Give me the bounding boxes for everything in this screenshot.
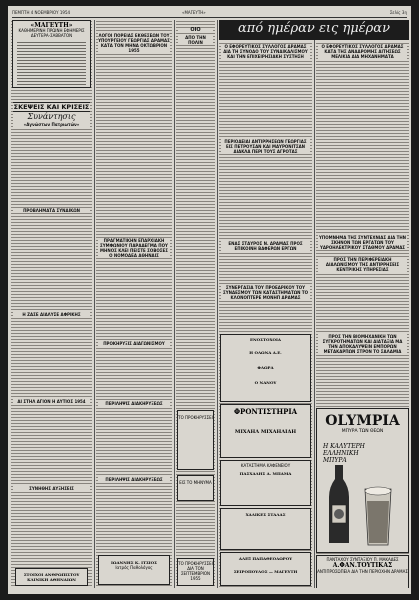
column-5: [316, 42, 409, 588]
announcement-box: ΕΝΟΣΤΟΧΟΙΑ Η ΟΛΩΝΑ Α.Ε. ΦΛΩΡΑ Ο ΝΑΝΟΥ: [220, 334, 311, 402]
column-rule: [217, 20, 218, 588]
article-headline: ΠΡΟΣ ΤΗΝ ΒΙΟΜΗΧΑΝΙΚΗ ΤΩΝ ΣΥΓΚΡΟΤΗΜΑΤΩΝ ΚΑΙ ΔΙΑΤΑΞΙΑ ΜΑ ΤΗΝ ΑΠΟΚΑΛΥΨΕΙΝ ΕΜΠΟΡΩΝ ΜΕΤΑΚΑΡΠΩΝ ΣΤΡΟΝ ΤΟ ΣΑΛΑΜΙΑ: [318, 334, 407, 354]
article-headline: ΣΥΝΗΘΗΣ ΑΥΞΗΣΕΙΣ: [13, 486, 90, 491]
brand-tagline: ΜΠΥΡΑ ΤΩΝ ΘΕΩΝ: [341, 429, 384, 434]
article-headline: ΕΝΑΣ ΣΤΑΥΡΟΣ Ν. ΔΡΑΜΑΣ ΠΡΟΣ ΕΠΙΚΟΙΝΗ ΒΑΦΕΡΩΝ ΕΡΓΩΝ: [221, 241, 310, 251]
column-rule: [174, 20, 175, 588]
column-subhead: ΑΠΟ ΤΗΝ ΠΟΛΙΝ: [178, 35, 213, 45]
section-heading: ΣΚΕΨΕΙΣ ΚΑΙ ΚΡΙΣΕΙΣ: [13, 103, 90, 111]
article-headline: ΠΡΟΚΗΡΥΞΙΣ ΔΙΑΓΩΝΙΣΜΟΥ: [98, 341, 170, 346]
header-date: ΠΕΜΠΤΗ 4 ΝΟΕΜΒΡΙΟΥ 1954: [12, 10, 71, 15]
column-rule: [94, 20, 95, 588]
masthead-line: ΚΑΘΗΜΕΡΙΝΗ ΠΡΩΙΝΗ ΕΦΗΜΕΡΙΣ: [18, 28, 85, 33]
beer-bottle-and-glass-image: [323, 461, 403, 549]
article-headline: ΛΟΓΟΙ ΠΟΡΕΙΑΣ ΕΚΘΕΣΕΩΝ ΤΟΥ ΥΠΟΥΡΓΕΙΟΥ ΓΕΩΡΓΙΑΣ ΔΡΑΜΑΣ ΚΑΤΑ ΤΟΝ ΜΗΝΑ ΟΚΤΩΒΡΙΟΝ 1955: [98, 33, 170, 53]
masthead-box: [12, 20, 91, 88]
header-paper-name: «ΜΑΓΕΥΤΗ»: [182, 10, 206, 15]
section-byline: «Αγνώστων Πατριωτών»: [13, 122, 90, 127]
notice-box: ΣΤΟΙΧΟΙ ΑΝΘΡΩΠΙΣΤΟΥ ΚΛΙΝΙΚΗ ΑΘΗΝΑΙΩΝ: [15, 568, 88, 586]
article-headline: ΠΕΡΙΟΔΕΙΑΙ ΑΝΤΙΡΡΗΣΕΩΝ ΓΕΩΡΓΙΑΣ ΕΙΣ ΠΕΤΡΟΥΣΑΝ ΚΑΙ ΜΑΥΡΟΝΙΤΣΑΝ ΔΙΑΚΛΑ ΠΕΡΙ ΤΟΥΣ ΑΓΡΟΤΑΣ: [221, 139, 310, 154]
slogan: Η ΚΑΛΥΤΕΡΗ ΕΛΛΗΝΙΚΗ ΜΠΥΡΑ: [323, 443, 365, 464]
article-headline: ΠΕΡΙΛΗΨΙΣ ΔΙΑΚΗΡΥΞΕΩΣ: [98, 477, 170, 482]
column-2: [96, 20, 172, 588]
tutoring-ad-box: ΦΡΟΝΤΙΣΤΗΡΙΑ ΜΙΧΑΗΛ ΜΙΧΑΗΛΙΔΗ: [220, 404, 311, 458]
ad-box: ΑΛΕΞ ΠΑΠΑΘΕΟΔΩΡΟΥ ΣΕΙΡΟΠΟΥΛΟΣ — ΜΑΓΕΥΤΗ: [220, 552, 311, 586]
newspaper-page: [8, 6, 411, 594]
article-headline: ΠΕΡΙΛΗΨΙΣ ΔΙΑΚΗΡΥΞΕΩΣ: [98, 401, 170, 406]
article-headline: ΣΥΝΕΡΓΑΣΙΑ ΤΟΥ ΠΡΟΕΔΡΙΚΟΥ ΤΟΥ ΣΥΝΔΕΣΜΟΥ ΤΩΝ ΚΑΤΑΣΤΗΜΑΤΩΝ ΤΟ ΚΛΟΝΟΠΤΕΡΕ ΜΟΝΗΠ ΔΡΑΜΑΣ: [221, 285, 310, 300]
article-headline: Η ΖΑΣΕ ΔΙΑΛΥΣΕ ΑΦΡΙΚΗΣ: [13, 312, 90, 317]
section-banner: [219, 20, 409, 40]
column-1: [11, 20, 92, 588]
ad-box: ΧΑΛΙΚΕΣ ΣΤΑΛΑΣ: [220, 508, 311, 550]
dealer-box: ΠΑΝΤΑΧΟΥ ΣΥΝΤΑΞΙΟΥ Π. ΜΑΚΑΔΕΣ Α.ΦΑΝ.ΤΟΥΤΙΚΑΣ ΑΝΤΙΠΡΟΣΩΠΕΙΑ ΔΙΑ ΤΗΝ ΠΕΡΙΟΧΗΝ ΔΡΑΜΑΣ: [316, 555, 409, 588]
cafe-ad-box: ΚΑΤΑΣΤΗΜΑ ΚΑΦΕΝΕΙΟΥ ΠΑΣΧΑΛΗΣ Α. ΜΠΑΜΑ: [220, 460, 311, 506]
section-banner-title: από ημέραν εις ημέραν: [238, 21, 390, 36]
article-headline: ΑΙ ΣΤΗΛ ΑΓΙΟΝ Η ΑΥΤΙΟΣ 1954: [13, 399, 90, 404]
article-headline: Ο ΕΦΟΡΕΥΤΙΚΟΣ ΣΥΛΛΟΓΟΣ ΔΡΑΜΑΣ ΚΑΤΑ ΤΗΣ ΑΝΑΔΡΟΜΗΣ ΑΙΤΗΣΕΩΣ ΜΕΛΙΚΙΑ ΔΙΑ ΜΗΧΑΝΗΜΑΤΑ: [318, 44, 407, 59]
column-4: [219, 42, 312, 588]
brand-name: OLYMPIA: [325, 413, 400, 429]
column-3: [176, 20, 215, 588]
article-headline: Ο ΕΦΟΡΕΥΤΙΚΟΣ ΣΥΛΛΟΓΟΣ ΔΡΑΜΑΣ ΔΙΑ ΤΗ ΣΥΝΟΔΟ ΤΟΥ ΣΥΝΔΙΚΑΛΙΣΜΟΥ ΚΑΙ ΤΗΝ ΕΠΙΧΕΙΡΗΣΙΑΚΗ ΣΥΣΤΗΣΗ: [221, 44, 310, 59]
small-notice-box: ΕΙΣ ΤΟ ΜΗΝΥΜΑ: [177, 475, 214, 501]
column-head: ΟΙΟ: [178, 28, 213, 33]
masthead-title: «ΜΑΓΕΥΤΗ»: [30, 22, 73, 29]
masthead-line: ΔΕΥΤΕΡΑ-ΣΑΒΒΑΤΟΝ: [30, 33, 73, 38]
section-subheading: Συνάντησις: [13, 112, 90, 122]
small-notice-box: ΤΟ ΠΡΟΚΗΡΥΣΣΕΙ ΔΙΑ ΤΟΝ ΣΕΠΤΕΜΒΡΙΟΝ 1955: [177, 558, 214, 586]
beer-advertisement: [316, 408, 409, 553]
article-headline: ΠΡΟΒΛΗΜΑΤΑ ΣΥΝΔΙΚΩΝ: [13, 208, 90, 213]
article-headline: ΠΡΑΓΜΑΤΙΚΗΝ ΕΠΑΡΧΙΑΚΗ ΣΥΜΦΩΝΙΟΥ ΠΑΡΑΔΕΓΜΑ ΠΟΥ ΜΗΝΟΣ ΚΛΕΙ ΠΕΙΣΤΕ ΣΟΒΟΣΕΣ Ο ΝΟΜΟΔΕΑ ΑΘΗΝΑΙΣ: [98, 238, 170, 258]
header-page-number: Σελίς 3η: [389, 10, 407, 15]
page-header: [12, 8, 407, 18]
article-headline: ΠΡΟΣ ΤΗΝ ΠΕΡΙΦΕΡΕΙΑΚΗ ΔΙΑΛΩΝΙΣΜΟΥ ΤΗΣ ΑΝΤΙΡΡΗΣΕΙΣ ΚΕΝΤΡΙΚΗΣ ΥΠΗΡΕΣΙΑΣ: [318, 257, 407, 272]
small-notice-box: ΤΟ ΠΡΟΚΗΡΥΣΣΕΙ: [177, 410, 214, 470]
doctor-ad-box: ΙΩΑΝΝΗΣ Κ. ΙΤΣΙΟΣ Ιατρός Παθολόγος: [98, 555, 170, 585]
column-rule: [314, 20, 315, 588]
article-headline: ΥΠΟΜΝΗΜΑ ΤΗΣ ΣΥΝΤΕΧΝΙΑΣ ΔΙΑ ΤΗΝ ΣΚΗΝΟΝ ΤΩΝ ΕΡΓΑΤΩΝ ΤΟΥ ΥΔΡΟΗΛΕΚΤΡΙΚΟΥ ΣΤΑΘΜΟΥ ΔΡΑΜΑΣ: [318, 235, 407, 250]
